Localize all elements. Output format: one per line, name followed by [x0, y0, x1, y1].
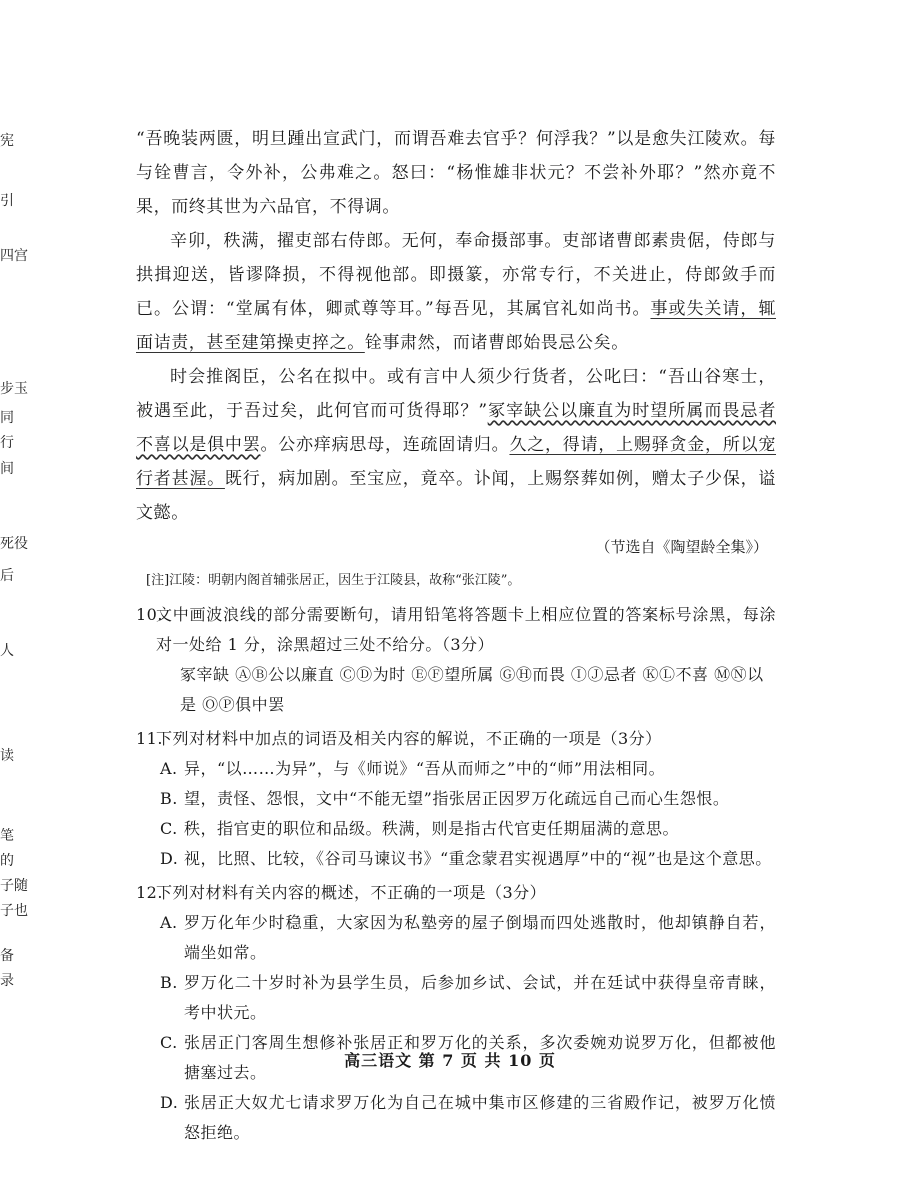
question-10-number: 10. [136, 605, 163, 624]
option-key: B. [160, 789, 178, 808]
option-text: 秩，指官吏的职位和品级。秩满，则是指古代官吏任期届满的意思。 [184, 819, 680, 838]
passage-paragraph-2 [136, 224, 776, 360]
question-10 [136, 600, 776, 660]
question-12-options [136, 908, 776, 1148]
option-key: D. [160, 849, 179, 868]
option-key: C. [160, 1033, 178, 1052]
option-key: A. [160, 759, 178, 778]
margin-bleed-char: 子随 [0, 878, 28, 894]
margin-bleed-char: 行 [0, 435, 14, 451]
question-11-text: 下列对材料中加点的词语及相关内容的解说，不正确的一项是（3分） [156, 729, 662, 748]
passage-source: （节选自《陶望龄全集》） [595, 538, 768, 556]
question-10-text: 文中画波浪线的部分需要断句，请用铅笔将答题卡上相应位置的答案标号涂黑，每涂对一处给 1 分，涂黑超过三处不给分。（3分） [156, 605, 776, 654]
margin-bleed-char: 人 [0, 643, 14, 659]
margin-bleed-char: 读 [0, 748, 14, 764]
margin-bleed-char: 四宫 [0, 248, 28, 264]
option-key: D. [160, 1093, 179, 1112]
margin-bleed-char: 的 [0, 853, 14, 869]
question-11-options [136, 754, 776, 874]
wavy-underlined-sentence: 冢宰缺公以廉直为时望所属而畏忌者不喜以是俱中罢 [136, 401, 776, 455]
question-11-option-d [160, 844, 776, 874]
passage-paragraph-1: “吾晚装两匮，明旦踵出宣武门，而谓吾难去官乎？何浮我？”以是愈失江陵欢。每与铨曹言，令外补，公弗难之。怒曰：“杨惟雄非状元？不尝补外耶？”然亦竟不果，而终其世为六品官，不得调。 [136, 129, 776, 217]
underlined-translation-sentence-2: 久之，得请，上赐驿贪金，所以宠行者甚渥。 [136, 435, 777, 489]
option-text: 视，比照、比较，《谷司马谏议书》“重念蒙君实视遇厚”中的“视”也是这个意思。 [184, 849, 772, 868]
margin-bleed-char: 后 [0, 568, 14, 584]
p2-text-a: 辛卯，秩满，擢吏部右侍郎。无何，奉命摄部事。吏部诸曹郎素贵倨，侍郎与拱揖迎送，皆谬降损，不得视他部。即摄篆，亦常专行，不关进止，侍郎敛手而已。公谓：“堂属有体，卿贰尊等耳。”每吾见，其属官礼如尚书。 [136, 231, 776, 319]
question-12-option-a [160, 908, 776, 968]
option-key: A. [160, 913, 178, 932]
question-12 [136, 878, 776, 908]
margin-bleed-char: 间 [0, 461, 14, 477]
margin-bleed-char: 子也 [0, 903, 28, 919]
option-key: B. [160, 973, 178, 992]
margin-bleed-char: 引 [0, 193, 14, 209]
margin-bleed-char: 备 [0, 948, 14, 964]
question-11-option-c [160, 814, 776, 844]
p2-text-c: 铨事肃然，而诸曹郎始畏忌公矣。 [364, 333, 629, 353]
option-text: 异，“以……为异”，与《师说》“吾从而师之”中的“师”用法相同。 [184, 759, 666, 778]
margin-bleed-char: 笔 [0, 828, 14, 844]
question-11 [136, 724, 776, 754]
question-10-sentence: 冢宰缺 ⒶⒷ公以廉直 ⒸⒹ为时 ⒺⒻ望所属 ⒼⒽ而畏 ⒾⒿ忌者 ⓀⓁ不喜 ⓂⓃ以是 ⓄⓅ俱中罢 [180, 665, 764, 714]
question-11-option-a [160, 754, 776, 784]
option-text: 望，责怪、怨恨，文中“不能无望”指张居正因罗万化疏远自己而心生怨恨。 [184, 789, 730, 808]
option-text: 张居正门客周生想修补张居正和罗万化的关系，多次委婉劝说罗万化，但都被他搪塞过去。 [184, 1033, 776, 1082]
p3-text-c: 。公亦痒病思母，连疏固请归。 [260, 435, 510, 455]
margin-bleed-char: 录 [0, 973, 14, 989]
underlined-translation-sentence-1: 事或失关请，辄面诘责，甚至建第操吏捽之。 [136, 299, 776, 353]
page-footer: 高三语文 第 7 页 共 10 页 [344, 1051, 556, 1070]
margin-bleed-char: 死役 [0, 536, 28, 552]
margin-bleed-char: 同 [0, 410, 14, 426]
option-text: 罗万化二十岁时补为县学生员，后参加乡试、会试，并在廷试中获得皇帝青睐，考中状元。 [184, 973, 776, 1022]
question-12-text: 下列对材料有关内容的概述，不正确的一项是（3分） [156, 883, 547, 902]
passage-paragraph-3 [136, 360, 776, 530]
question-11-number: 11. [136, 729, 163, 748]
annotation-note: [注]江陵：明朝内阁首辅张居正，因生于江陵县，故称“张江陵”。 [146, 573, 521, 588]
margin-bleed-char: 步玉 [0, 381, 28, 397]
passage-and-questions [136, 122, 776, 1148]
p3-text-e: 既行，病加剧。至宝应，竟卒。讣闻，上赐祭葬如例，赠太子少保，谥文懿。 [136, 469, 776, 523]
option-text: 张居正大奴尤七请求罗万化为自己在城中集市区修建的三省殿作记，被罗万化愤怒拒绝。 [184, 1093, 776, 1142]
question-12-number: 12. [136, 883, 163, 902]
option-key: C. [160, 819, 178, 838]
option-text: 罗万化年少时稳重，大家因为私塾旁的屋子倒塌而四处逃散时，他却镇静自若，端坐如常。 [184, 913, 776, 962]
question-11-option-b [160, 784, 776, 814]
question-12-option-d [160, 1088, 776, 1148]
p3-text-a: 时会推阁臣，公名在拟中。或有言中人须少行货者，公叱曰：“吾山谷寒士，被遇至此，于吾过矣，此何官而可货得耶？” [136, 367, 776, 421]
question-12-option-b [160, 968, 776, 1028]
margin-bleed-char: 宪 [0, 133, 14, 149]
